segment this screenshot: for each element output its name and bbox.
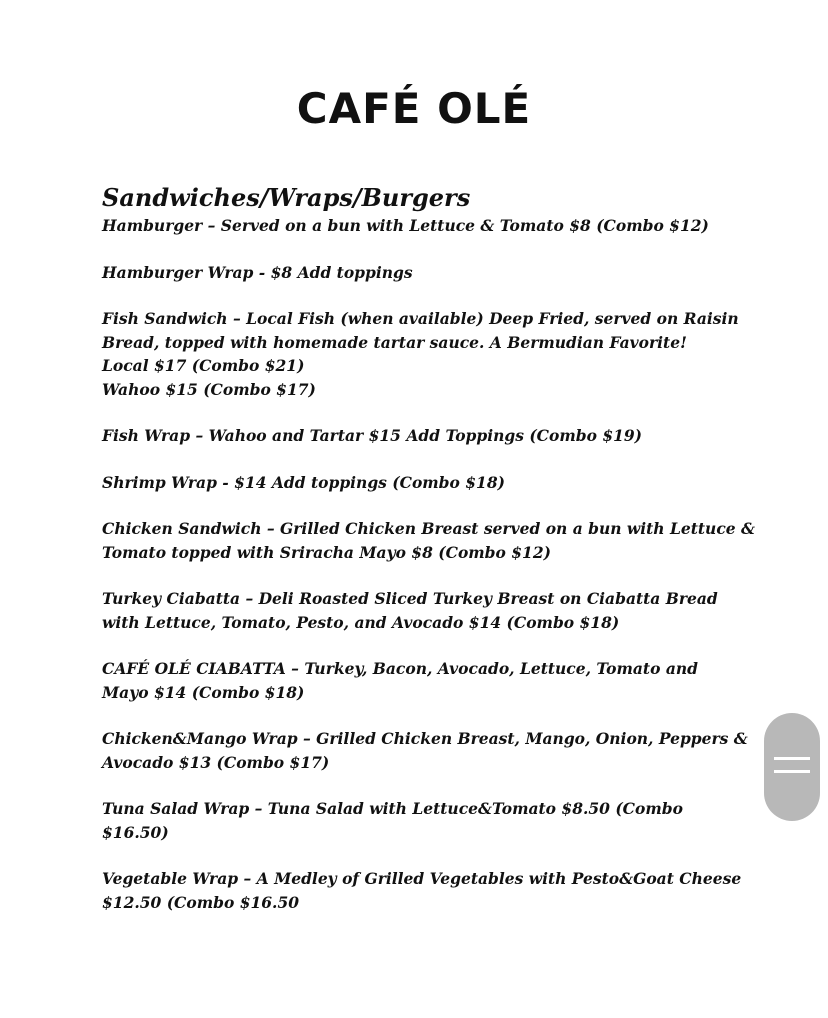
menu-item	[102, 261, 722, 285]
menu-item-line: Shrimp Wrap - $14 Add toppings (Combo $18)	[102, 472, 505, 492]
menu-lines-icon-bar	[774, 770, 810, 773]
menu-item-line: Mayo $14 (Combo $18)	[102, 682, 305, 702]
section-heading: Sandwiches/Wraps/Burgers	[102, 183, 471, 212]
menu-item	[102, 587, 722, 634]
menu-list	[102, 214, 756, 937]
menu-item-line: Fish Sandwich – Local Fish (when available) Deep Fried, served on Raisin	[102, 309, 739, 328]
menu-item-line: Bread, topped with homemade tartar sauce. A Bermudian Favorite!	[102, 332, 687, 352]
menu-item	[102, 424, 722, 448]
menu-item-line: Avocado $13 (Combo $17)	[102, 752, 330, 772]
menu-item	[102, 727, 748, 774]
menu-item-line: Wahoo $15 (Combo $17)	[102, 379, 316, 399]
menu-item-line: Hamburger Wrap - $8 Add toppings	[102, 262, 413, 282]
menu-item-line: CAFÉ OLÉ CIABATTA – Turkey, Bacon, Avocado, Lettuce, Tomato and	[102, 659, 698, 678]
menu-item	[102, 307, 739, 401]
menu-item-line: Tuna Salad Wrap – Tuna Salad with Lettuce&Tomato $8.50 (Combo	[102, 799, 683, 818]
page-title: CAFÉ OLÉ	[296, 84, 532, 133]
menu-item-line: Local $17 (Combo $21)	[102, 356, 305, 375]
menu-item-line: Hamburger – Served on a bun with Lettuce & Tomato $8 (Combo $12)	[102, 216, 709, 235]
menu-item	[102, 867, 742, 914]
menu-lines-icon-bar	[774, 757, 810, 760]
menu-item-line: Vegetable Wrap – A Medley of Grilled Vegetables with Pesto&Goat Cheese	[102, 869, 742, 888]
menu-item-line: Chicken&Mango Wrap – Grilled Chicken Breast, Mango, Onion, Peppers &	[102, 729, 748, 748]
menu-item	[102, 657, 722, 704]
scroll-handle[interactable]	[764, 713, 820, 821]
menu-item-line: Tomato topped with Sriracha Mayo $8 (Combo $12)	[102, 542, 551, 562]
menu-item-line: $16.50)	[102, 822, 169, 842]
menu-item-line: Fish Wrap – Wahoo and Tartar $15 Add Toppings (Combo $19)	[102, 426, 643, 445]
menu-item-line: Chicken Sandwich – Grilled Chicken Breast served on a bun with Lettuce &	[102, 519, 756, 538]
menu-item	[102, 797, 722, 844]
menu-item-line: Turkey Ciabatta – Deli Roasted Sliced Turkey Breast on Ciabatta Bread	[102, 589, 718, 608]
menu-item-line: $12.50 (Combo $16.50	[102, 892, 300, 912]
menu-item	[102, 471, 722, 495]
menu-item-line: with Lettuce, Tomato, Pesto, and Avocado $14 (Combo $18)	[102, 612, 620, 632]
menu-item	[102, 517, 756, 564]
menu-item	[102, 214, 722, 238]
